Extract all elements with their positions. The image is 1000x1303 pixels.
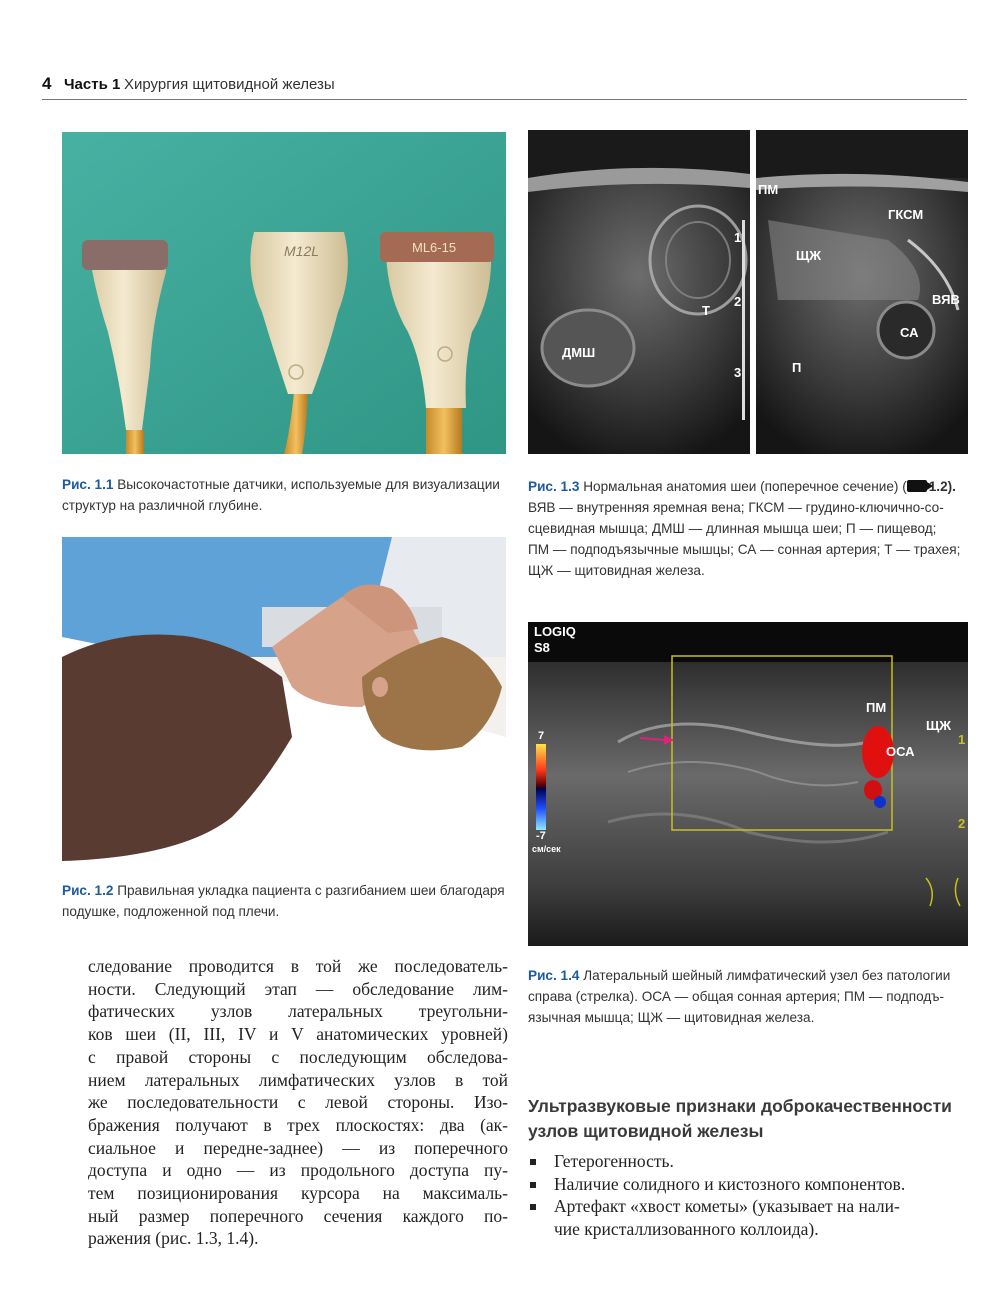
depth-2: 2 [734, 294, 742, 309]
label-osa: ОСА [886, 744, 915, 759]
list-item [528, 1195, 970, 1240]
body-line: сиальное и передне-заднее) — из поперечного [88, 1137, 508, 1158]
scale-top-value: 7 [538, 730, 545, 742]
list-item [528, 1150, 970, 1173]
depth-1: 1 [958, 732, 966, 747]
machine-name: LOGIQ [534, 624, 576, 639]
video-camera-icon [907, 480, 927, 492]
body-line: ный размер поперечного сечения каждого по- [88, 1205, 508, 1226]
caption-text: структур на различной глубине. [62, 498, 263, 513]
body-line: ков шеи (II, III, IV и V анатомических уровней) [88, 1024, 508, 1045]
figure-1-3-caption [528, 476, 970, 581]
caption-text: справа (стрелка). ОСА — общая сонная артерия; ПМ — подподъ- [528, 989, 945, 1004]
machine-model: S8 [534, 640, 550, 655]
page-number: 4 [42, 74, 52, 93]
caption-text: ПМ — подподъязычные мышцы; СА — сонная артерия; Т — трахея; [528, 542, 961, 557]
video-reference: 1.2). [928, 479, 956, 494]
bullet-icon [530, 1182, 536, 1188]
caption-text: Правильная укладка пациента с разгибанием шеи благодаря [117, 883, 505, 898]
body-line: с правой стороны с последующим обследова- [88, 1046, 508, 1067]
caption-text: ЩЖ — щитовидная железа. [528, 563, 705, 578]
running-header [42, 72, 967, 96]
figure-1-2-patient-photo [62, 537, 506, 861]
caption-text: язычная мышца; ЩЖ — щитовидная железа. [528, 1010, 815, 1025]
benign-features-list [528, 1150, 970, 1240]
label-gksm: ГКСМ [888, 207, 924, 222]
body-line: тем позиционирования курсора на максималь- [88, 1183, 508, 1204]
heading-line: узлов щитовидной железы [528, 1121, 764, 1141]
chapter-title: Хирургия щитовидной железы [124, 76, 335, 93]
list-item-text: Артефакт «хвост кометы» (указывает на нали- [554, 1196, 900, 1216]
velocity-scale-bar [536, 744, 546, 830]
body-line: бражения получают в трех плоскостях: два (ак- [88, 1114, 508, 1135]
label-t: Т [702, 303, 710, 318]
caption-label: Рис. 1.2 [62, 883, 114, 898]
header-rule [42, 99, 967, 100]
figure-1-1-caption [62, 474, 508, 516]
caption-text: подушке, подложенной под плечи. [62, 904, 280, 919]
scale-unit: см/сек [532, 844, 561, 854]
body-line: ности. Следующий этап — обследование лим- [88, 978, 508, 999]
figure-1-1-probes-photo [62, 132, 506, 454]
heading-line: Ультразвуковые признаки доброкачественности [528, 1096, 952, 1116]
list-item [528, 1173, 970, 1196]
depth-1: 1 [734, 230, 742, 245]
label-dmsh: ДМШ [562, 345, 596, 360]
probe-label-m12l: M12L [284, 243, 320, 259]
caption-text: Нормальная анатомия шеи (поперечное сечение) ( [583, 479, 907, 494]
scale-bottom-value: -7 [536, 830, 546, 842]
probe-label-ml6-15: ML6-15 [412, 240, 457, 255]
body-line: доступа и одно — из продольного доступа пу- [88, 1160, 508, 1181]
label-p: П [792, 360, 802, 375]
caption-label: Рис. 1.4 [528, 968, 580, 983]
label-shzh: ЩЖ [926, 718, 951, 733]
caption-text: Латеральный шейный лимфатический узел без патологии [583, 968, 951, 983]
bullet-icon [530, 1159, 536, 1165]
body-line: же последовательности с левой стороны. Изо- [88, 1092, 508, 1113]
body-line: следование проводится в той же последователь- [88, 956, 508, 976]
section-heading [528, 1094, 968, 1144]
list-item-text: чие кристаллизованного коллоида). [554, 1218, 819, 1239]
figure-1-3-ultrasound [528, 130, 968, 454]
figure-1-4-caption [528, 965, 970, 1028]
caption-label: Рис. 1.1 [62, 477, 114, 492]
body-paragraph [88, 955, 508, 1250]
figure-1-4-doppler-ultrasound [528, 622, 968, 946]
body-line: ражения (рис. 1.3, 1.4). [88, 1228, 259, 1249]
label-pm: ПМ [866, 700, 887, 715]
depth-2: 2 [958, 816, 966, 831]
caption-label: Рис. 1.3 [528, 479, 580, 494]
label-shzh: ЩЖ [796, 248, 821, 263]
caption-text: ВЯВ — внутренняя яремная вена; ГКСМ — грудино-ключично-со- [528, 500, 944, 515]
bullet-icon [530, 1204, 536, 1210]
label-sa: СА [900, 325, 919, 340]
part-label: Часть 1 [64, 76, 121, 93]
figure-1-2-caption [62, 880, 508, 922]
depth-3: 3 [734, 365, 742, 380]
list-item-text: Наличие солидного и кистозного компонентов. [554, 1173, 906, 1194]
list-item-text: Гетерогенность. [554, 1151, 674, 1171]
label-pm: ПМ [758, 182, 779, 197]
caption-text: сцевидная мышца; ДМШ — длинная мышца шеи; П — пищевод; [528, 521, 937, 536]
caption-text: Высокочастотные датчики, используемые для визуализации [117, 477, 500, 492]
label-vyav: ВЯВ [932, 292, 960, 307]
body-line: нием латеральных лимфатических узлов в той [88, 1069, 508, 1090]
body-line: фатических узлов латеральных треугольни- [88, 1001, 508, 1022]
